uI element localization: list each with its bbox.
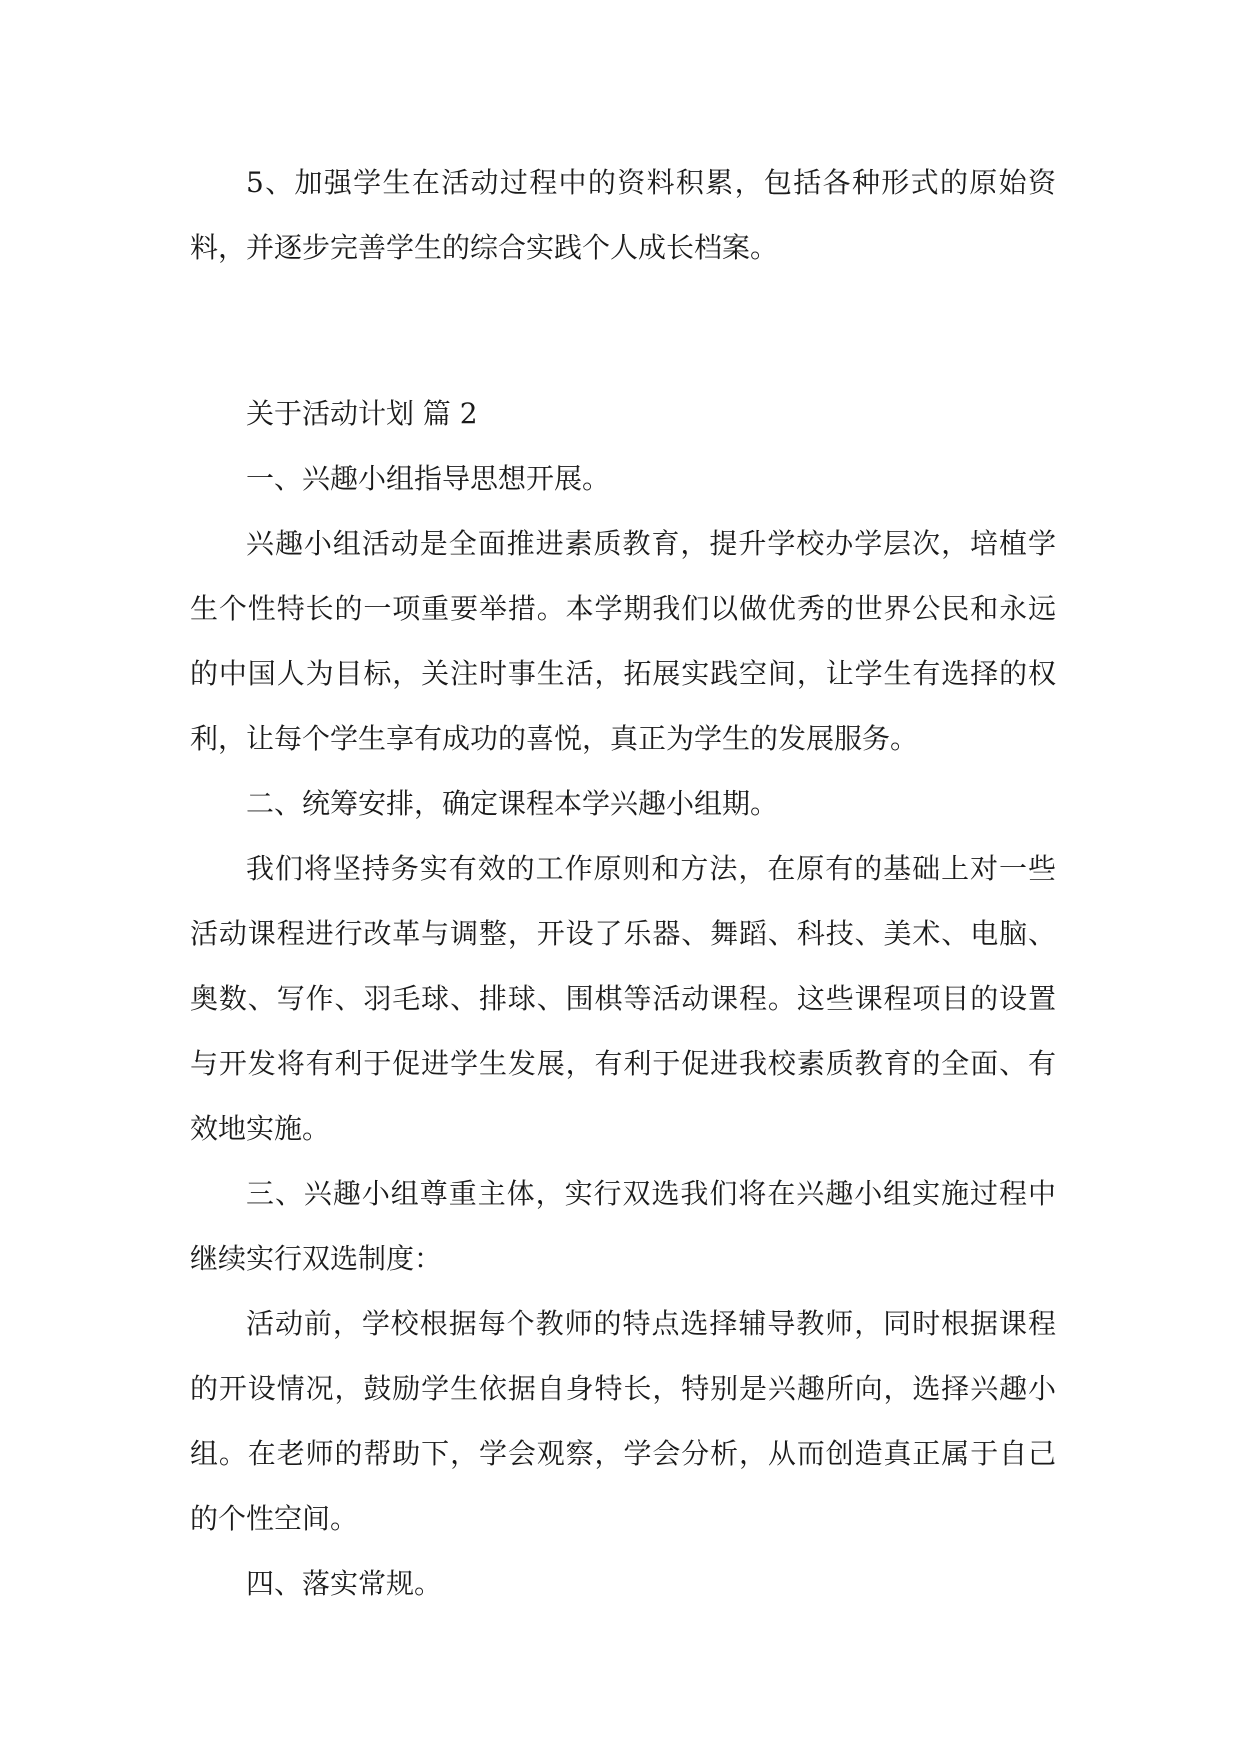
document-page [190,150,1056,1616]
heading-guiding-idea: 一、兴趣小组指导思想开展。 [246,462,611,495]
paragraph-guiding-idea: 兴趣小组活动是全面推进素质教育，提升学校办学层次，培植学生个性特长的一项重要举措。本学期我们以做优秀的世界公民和永远的中国人为目标，关注时事生活，拓展实践空间，让学生有选择的权利，让每个学生享有成功的喜悦，真正为学生的发展服务。 [190,527,1056,755]
paragraph-dual-selection: 活动前，学校根据每个教师的特点选择辅导教师，同时根据课程的开设情况，鼓励学生依据自身特长，特别是兴趣所向，选择兴趣小组。在老师的帮助下，学会观察，学会分析，从而创造真正属于自己的个性空间。 [190,1307,1056,1535]
paragraph-arrangement: 我们将坚持务实有效的工作原则和方法，在原有的基础上对一些活动课程进行改革与调整，开设了乐器、舞蹈、科技、美术、电脑、奥数、写作、羽毛球、排球、围棋等活动课程。这些课程项目的设置与开发将有利于促进学生发展，有利于促进我校素质教育的全面、有效地实施。 [190,852,1056,1145]
heading-dual-selection: 三、兴趣小组尊重主体，实行双选我们将在兴趣小组实施过程中继续实行双选制度： [190,1177,1056,1275]
heading-arrangement: 二、统筹安排，确定课程本学兴趣小组期。 [246,787,779,820]
heading-routine: 四、落实常规。 [246,1567,443,1600]
section-title: 关于活动计划 篇 2 [246,397,478,430]
section-gap [190,280,1056,381]
paragraph-archive: 5、加强学生在活动过程中的资料积累，包括各种形式的原始资料，并逐步完善学生的综合实践个人成长档案。 [190,166,1056,264]
